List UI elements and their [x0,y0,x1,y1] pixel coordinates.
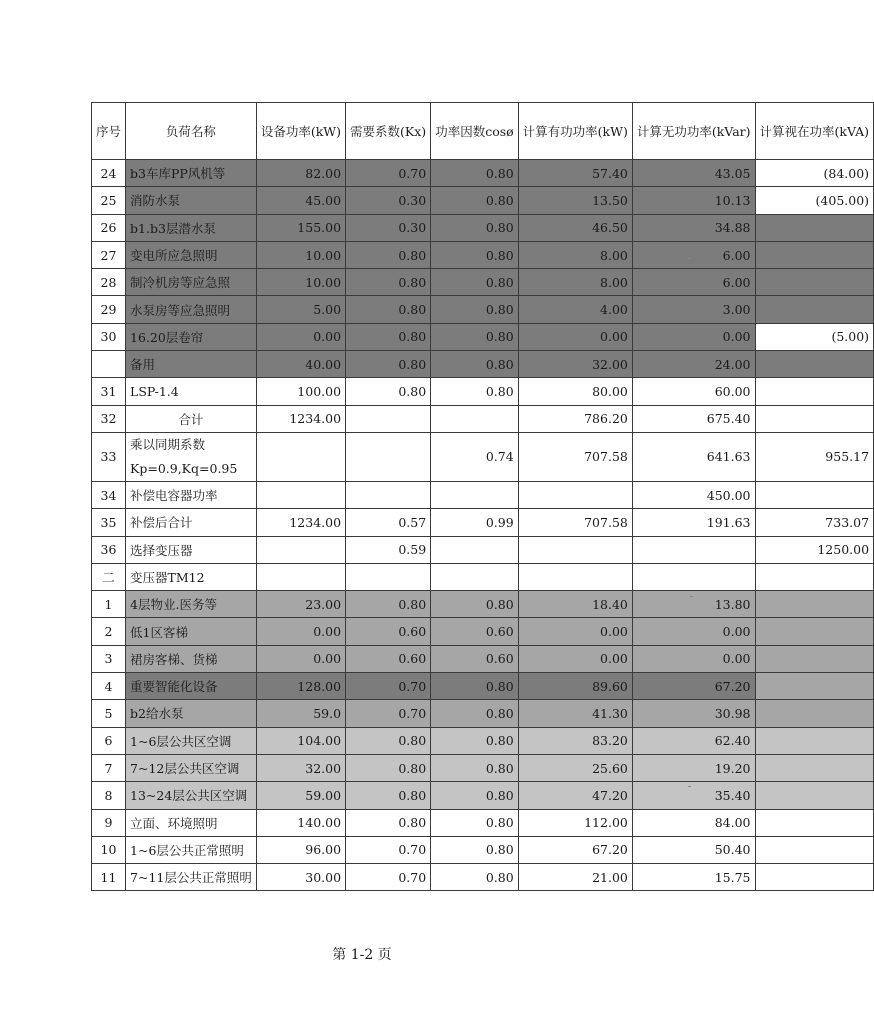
cell-power-factor: 0.60 [431,645,518,672]
header-active-power: 计算有功功率(kW) [518,103,632,160]
cell-index: 9 [92,809,126,836]
cell-active-power: 89.60 [518,673,632,700]
cell-equipment-power: 40.00 [256,351,345,378]
cell-power-factor: 0.80 [431,351,518,378]
cell-index: 1 [92,591,126,618]
cell-active-power [518,536,632,563]
cell-demand-factor: 0.80 [346,378,431,405]
cell-apparent-power: 955.17 [755,432,874,481]
cell-power-factor: 0.60 [431,618,518,645]
table-row [92,481,874,508]
load-calculation-table [91,102,874,891]
cell-demand-factor: 0.80 [346,754,431,781]
cell-reactive-power: 62.40 [632,727,755,754]
table-row [92,864,874,891]
cell-load-name: 变电所应急照明 [126,241,257,268]
cell-reactive-power: 450.00 [632,481,755,508]
header-equipment-power: 设备功率(kW) [256,103,345,160]
cell-apparent-power [755,864,874,891]
cell-index: 34 [92,481,126,508]
cell-active-power: 21.00 [518,864,632,891]
cell-equipment-power: 82.00 [256,160,345,187]
cell-demand-factor: 0.60 [346,645,431,672]
cell-equipment-power: 155.00 [256,214,345,241]
cell-index: 7 [92,754,126,781]
table-row [92,214,874,241]
cell-reactive-power: 67.20 [632,673,755,700]
cell-load-name: 16.20层卷帘 [126,323,257,350]
cell-power-factor: 0.80 [431,673,518,700]
table-row [92,591,874,618]
cell-demand-factor: 0.80 [346,296,431,323]
cell-reactive-power: 6.00 [632,241,755,268]
cell-active-power: 0.00 [518,645,632,672]
cell-demand-factor: 0.80 [346,727,431,754]
cell-active-power: 25.60 [518,754,632,781]
cell-apparent-power [755,351,874,378]
table-row [92,836,874,863]
cell-apparent-power [755,563,874,590]
cell-index: 5 [92,700,126,727]
cell-equipment-power: 0.00 [256,323,345,350]
cell-reactive-power: 3.00 [632,296,755,323]
table-row [92,351,874,378]
cell-reactive-power: 13.80 [632,591,755,618]
cell-reactive-power [632,536,755,563]
cell-reactive-power: 34.88 [632,214,755,241]
cell-subline: Kp=0.9,Kq=0.95 [130,460,238,476]
cell-reactive-power: 10.13 [632,187,755,214]
cell-power-factor: 0.80 [431,836,518,863]
cell-reactive-power: 24.00 [632,351,755,378]
cell-demand-factor [346,432,431,481]
cell-equipment-power: 0.00 [256,618,345,645]
cell-reactive-power: 84.00 [632,809,755,836]
cell-equipment-power [256,563,345,590]
cell-load-name [126,432,257,481]
cell-load-name: b1.b3层潜水泵 [126,214,257,241]
table-row [92,673,874,700]
cell-load-name: 4层物业.医务等 [126,591,257,618]
cell-demand-factor: 0.30 [346,214,431,241]
table-row [92,509,874,536]
header-row [92,103,874,160]
cell-load-name: 备用 [126,351,257,378]
cell-active-power [518,481,632,508]
cell-load-name: 重要智能化设备 [126,673,257,700]
cell-equipment-power: 10.00 [256,269,345,296]
cell-active-power: 0.00 [518,323,632,350]
cell-reactive-power: 60.00 [632,378,755,405]
cell-apparent-power [755,618,874,645]
cell-equipment-power: 0.00 [256,645,345,672]
cell-power-factor: 0.80 [431,700,518,727]
cell-index: 36 [92,536,126,563]
cell-equipment-power: 45.00 [256,187,345,214]
cell-active-power: 786.20 [518,405,632,432]
cell-reactive-power: 0.00 [632,323,755,350]
cell-apparent-power [755,591,874,618]
cell-reactive-power: 0.00 [632,645,755,672]
cell-active-power: 8.00 [518,241,632,268]
cell-power-factor [431,481,518,508]
table-row [92,782,874,809]
cell-demand-factor: 0.80 [346,323,431,350]
cell-power-factor [431,536,518,563]
cell-index: 25 [92,187,126,214]
cell-power-factor: 0.99 [431,509,518,536]
cell-equipment-power: 10.00 [256,241,345,268]
cell-power-factor: 0.80 [431,187,518,214]
cell-index: 4 [92,673,126,700]
cell-load-name: 补偿后合计 [126,509,257,536]
header-load-name: 负荷名称 [126,103,257,160]
cell-load-name: 低1区客梯 [126,618,257,645]
cell-apparent-power [755,405,874,432]
cell-demand-factor: 0.60 [346,618,431,645]
cell-index: 30 [92,323,126,350]
cell-equipment-power: 96.00 [256,836,345,863]
cell-power-factor: 0.80 [431,727,518,754]
table-row [92,645,874,672]
cell-equipment-power: 30.00 [256,864,345,891]
cell-power-factor: 0.80 [431,269,518,296]
cell-demand-factor: 0.80 [346,241,431,268]
cell-power-factor: 0.74 [431,432,518,481]
scan-speck [688,786,691,787]
cell-active-power: 83.20 [518,727,632,754]
cell-apparent-power [755,836,874,863]
cell-demand-factor: 0.80 [346,351,431,378]
cell-apparent-power: (5.00) [755,323,874,350]
cell-apparent-power [755,269,874,296]
cell-load-name: 裙房客梯、货梯 [126,645,257,672]
cell-reactive-power: 43.05 [632,160,755,187]
cell-load-name: 7~12层公共区空调 [126,754,257,781]
cell-demand-factor: 0.70 [346,864,431,891]
cell-power-factor: 0.80 [431,591,518,618]
cell-equipment-power [256,481,345,508]
cell-demand-factor: 0.80 [346,809,431,836]
cell-demand-factor: 0.70 [346,836,431,863]
cell-load-name: 补偿电容器功率 [126,481,257,508]
cell-demand-factor: 0.80 [346,782,431,809]
cell-demand-factor: 0.70 [346,673,431,700]
cell-equipment-power: 5.00 [256,296,345,323]
cell-active-power: 4.00 [518,296,632,323]
cell-equipment-power: 23.00 [256,591,345,618]
cell-load-name: 水泵房等应急照明 [126,296,257,323]
cell-active-power: 47.20 [518,782,632,809]
cell-load-name: b3车库PP风机等 [126,160,257,187]
cell-demand-factor: 0.57 [346,509,431,536]
cell-active-power: 46.50 [518,214,632,241]
cell-active-power: 707.58 [518,509,632,536]
table-row [92,754,874,781]
cell-power-factor: 0.80 [431,160,518,187]
cell-apparent-power [755,481,874,508]
cell-apparent-power: (84.00) [755,160,874,187]
cell-active-power: 18.40 [518,591,632,618]
table-row [92,160,874,187]
table-row [92,727,874,754]
cell-index: 28 [92,269,126,296]
cell-load-name: 1~6层公共区空调 [126,727,257,754]
page-number: 第 1-2 页 [332,947,392,963]
cell-reactive-power: 15.75 [632,864,755,891]
table-row [92,536,874,563]
cell-load-name: b2给水泵 [126,700,257,727]
cell-power-factor: 0.80 [431,214,518,241]
table-row [92,618,874,645]
cell-load-name: LSP-1.4 [126,378,257,405]
cell-index: 11 [92,864,126,891]
cell-power-factor [431,563,518,590]
cell-apparent-power [755,645,874,672]
table-row [92,405,874,432]
table-row [92,378,874,405]
cell-index: 35 [92,509,126,536]
table-row [92,700,874,727]
cell-active-power: 41.30 [518,700,632,727]
cell-index: 二 [92,563,126,590]
header-reactive-power: 计算无功功率(kVar) [632,103,755,160]
cell-index: 26 [92,214,126,241]
cell-load-name: 制冷机房等应急照 [126,269,257,296]
cell-equipment-power: 1234.00 [256,509,345,536]
cell-equipment-power: 59.0 [256,700,345,727]
cell-load-name: 选择变压器 [126,536,257,563]
cell-index: 2 [92,618,126,645]
cell-equipment-power: 1234.00 [256,405,345,432]
cell-index: 24 [92,160,126,187]
cell-power-factor: 0.80 [431,378,518,405]
cell-reactive-power: 0.00 [632,618,755,645]
table-row [92,187,874,214]
cell-reactive-power: 675.40 [632,405,755,432]
cell-demand-factor: 0.80 [346,591,431,618]
cell-apparent-power: 733.07 [755,509,874,536]
cell-load-name: 消防水泵 [126,187,257,214]
cell-apparent-power [755,673,874,700]
cell-demand-factor: 0.70 [346,700,431,727]
table-row [92,269,874,296]
cell-active-power: 80.00 [518,378,632,405]
cell-active-power: 8.00 [518,269,632,296]
cell-equipment-power: 128.00 [256,673,345,700]
cell-equipment-power [256,536,345,563]
cell-apparent-power [755,378,874,405]
cell-index: 32 [92,405,126,432]
header-index: 序号 [92,103,126,160]
cell-equipment-power [256,432,345,481]
cell-demand-factor: 0.30 [346,187,431,214]
cell-equipment-power: 140.00 [256,809,345,836]
header-power-factor: 功率因数cosø [431,103,518,160]
table-row [92,809,874,836]
cell-power-factor: 0.80 [431,809,518,836]
table-row [92,323,874,350]
cell-active-power: 707.58 [518,432,632,481]
scan-speck [688,258,691,259]
cell-load-name: 变压器TM12 [126,563,257,590]
cell-reactive-power: 19.20 [632,754,755,781]
cell-reactive-power: 50.40 [632,836,755,863]
cell-reactive-power: 191.63 [632,509,755,536]
cell-power-factor: 0.80 [431,296,518,323]
cell-active-power: 0.00 [518,618,632,645]
cell-active-power: 67.20 [518,836,632,863]
cell-equipment-power: 100.00 [256,378,345,405]
cell-reactive-power: 641.63 [632,432,755,481]
cell-index: 29 [92,296,126,323]
cell-apparent-power [755,214,874,241]
cell-active-power [518,563,632,590]
table-row [92,241,874,268]
cell-active-power: 32.00 [518,351,632,378]
cell-apparent-power: 1250.00 [755,536,874,563]
cell-power-factor: 0.80 [431,782,518,809]
scan-speck [690,596,693,597]
table-row [92,296,874,323]
cell-demand-factor: 0.59 [346,536,431,563]
cell-index: 33 [92,432,126,481]
cell-apparent-power [755,700,874,727]
cell-apparent-power [755,727,874,754]
cell-demand-factor [346,405,431,432]
cell-index: 3 [92,645,126,672]
cell-power-factor [431,405,518,432]
cell-demand-factor [346,481,431,508]
header-demand-factor: 需要系数(Kx) [346,103,431,160]
cell-apparent-power [755,809,874,836]
cell-load-name: 13~24层公共区空调 [126,782,257,809]
cell-load-name: 7~11层公共正常照明 [126,864,257,891]
cell-active-power: 13.50 [518,187,632,214]
cell-active-power: 112.00 [518,809,632,836]
cell-apparent-power [755,241,874,268]
table-row [92,432,874,481]
cell-apparent-power [755,754,874,781]
cell-load-name: 1~6层公共正常照明 [126,836,257,863]
cell-load-name: 合计 [126,405,257,432]
cell-reactive-power: 35.40 [632,782,755,809]
cell-apparent-power [755,296,874,323]
cell-equipment-power: 32.00 [256,754,345,781]
cell-power-factor: 0.80 [431,241,518,268]
cell-demand-factor: 0.70 [346,160,431,187]
cell-index: 6 [92,727,126,754]
cell-index: 8 [92,782,126,809]
cell-equipment-power: 59.00 [256,782,345,809]
cell-power-factor: 0.80 [431,864,518,891]
cell-reactive-power: 6.00 [632,269,755,296]
table-body [92,160,874,891]
cell-index: 27 [92,241,126,268]
cell-demand-factor: 0.80 [346,269,431,296]
cell-power-factor: 0.80 [431,754,518,781]
cell-reactive-power: 30.98 [632,700,755,727]
cell-apparent-power: (405.00) [755,187,874,214]
cell-load-name: 立面、环境照明 [126,809,257,836]
cell-apparent-power [755,782,874,809]
header-apparent-power: 计算视在功率(kVA) [755,103,874,160]
cell-index [92,351,126,378]
cell-line: 乘以同期系数 [130,436,206,452]
cell-index: 10 [92,836,126,863]
table-row [92,563,874,590]
cell-equipment-power: 104.00 [256,727,345,754]
cell-demand-factor [346,563,431,590]
cell-index: 31 [92,378,126,405]
cell-reactive-power [632,563,755,590]
cell-power-factor: 0.80 [431,323,518,350]
cell-active-power: 57.40 [518,160,632,187]
